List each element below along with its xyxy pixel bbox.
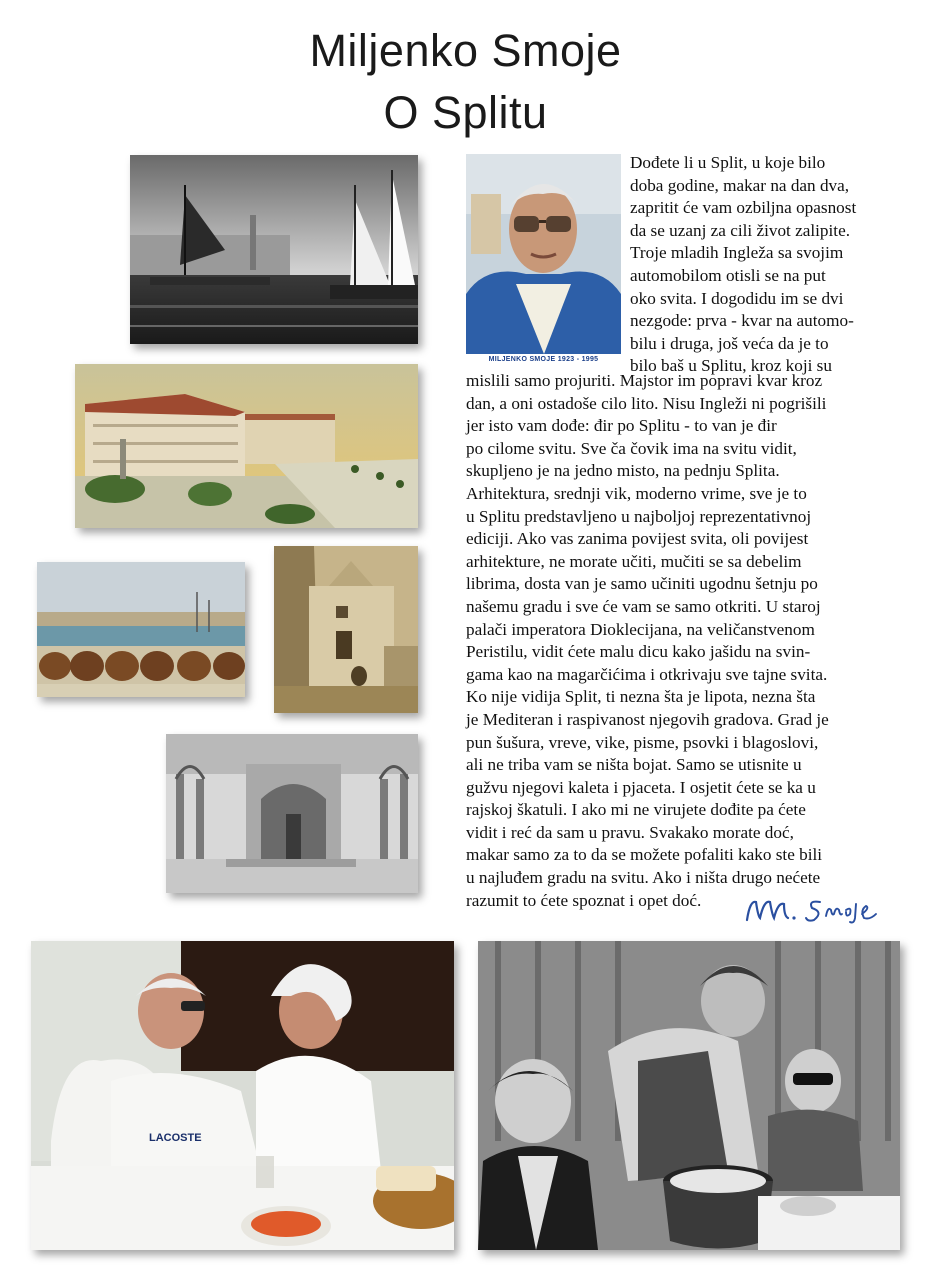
article-line: dan, a oni ostadoše cilo lito. Nisu Ingleži ni pogrišili <box>466 393 827 413</box>
article-line: bilu i druga, još veća da je to <box>630 333 829 353</box>
portrait-caption: MILJENKO SMOJE 1923 - 1995 <box>488 356 599 363</box>
article-line: vidit i reć da sam u pravu. Svakako morate doć, <box>466 822 794 842</box>
article-line: librima, dosta van je samo učiniti ugodnu šetnju po <box>466 574 818 594</box>
article-line: ali ne triba vam se ništa bojat. Samo se utisnite u <box>466 755 802 775</box>
article-line: da se uzanj za cili život zalipite. <box>630 220 850 240</box>
article-line: Dođete li u Split, u koje bilo <box>630 153 826 172</box>
article-line: Arhitektura, srednji vik, moderno vrime, sve je to <box>466 483 807 503</box>
photo-barrels-quay <box>37 562 245 697</box>
article-text-top <box>630 152 910 378</box>
portrait-smoje <box>466 154 621 365</box>
article-text-bottom <box>466 370 906 912</box>
article-line: ediciji. Ako vas zanima povijest svita, oli povijest <box>466 529 809 549</box>
article-line: nezgode: prva - kvar na automo- <box>630 311 854 331</box>
article-line: oko svita. I dogodidu im se dvi <box>630 288 844 308</box>
shirt-lacoste-label: LACOSTE <box>149 1132 202 1144</box>
article-line: arhitekture, ne morate učiti, mučiti se sa debelim <box>466 551 802 571</box>
page-subtitle: O Splitu <box>383 87 548 138</box>
article-line: Peristilu, vidit ćete malu dicu kako jašidu na svin- <box>466 642 811 662</box>
article-line: u Splitu predstavljeno u najboljoj reprezentativnoj <box>466 506 812 526</box>
photo-peristyle <box>166 734 418 893</box>
article-line: u najluđem gradu na svitu. Ako i ništa drugo nećete <box>466 868 821 888</box>
article-line: Troje mladih Ingleža sa svojim <box>630 243 844 263</box>
article-line: skupljeno je na jedno misto, na pednju Splita. <box>466 461 780 481</box>
article-line: zapritit će vam ozbiljna opasnost <box>630 198 857 218</box>
article-line: gužvu njegovi kaleta i pjaceta. I osjetit ćete se ka u <box>466 777 816 797</box>
photo-couple-at-table <box>31 941 454 1250</box>
article-line: jer isto vam dođe: đir po Splitu - to van je đir <box>466 416 777 436</box>
article-line: makar samo za to da se možete pofaliti kako ste bili <box>466 845 823 865</box>
photo-harbor-sailboats <box>130 155 418 344</box>
article-line: gama kao na magarčićima i otkrivaju sve tajne svita. <box>466 664 828 684</box>
article-line: palači imperatora Dioklecijana, na veličanstvenom <box>466 619 815 639</box>
photo-old-chapel <box>274 546 418 713</box>
photo-cooking-pot <box>478 941 900 1250</box>
article-line: bilo baš u Splitu, kroz koji su <box>630 356 832 376</box>
article-line: doba godine, makar na dan dva, <box>630 175 850 195</box>
article-line: rajskoj škatuli. I ako mi ne virujete dođite pa ćete <box>466 800 806 820</box>
portrait-photo <box>466 154 621 354</box>
photo-riva-postcard <box>75 364 418 528</box>
article-line: našemu gradu i sve će vam se samo otkriti. U staroj <box>466 596 821 616</box>
article-line: razumit to ćete spoznat i opet doć. <box>466 890 702 910</box>
signature <box>742 888 882 928</box>
article-line: automobilom otisli se na put <box>630 265 826 285</box>
article-line: pun šušura, vreve, vike, pisme, psovki i blagoslovi, <box>466 732 819 752</box>
article-line: je Mediteran i raspivanost njegovih gradova. Grad je <box>466 709 829 729</box>
page-title: Miljenko Smoje <box>309 25 622 76</box>
article-line: mislili samo projuriti. Majstor im popravi kvar kroz <box>466 371 823 390</box>
article-line: po cilome svitu. Sve ča čovik ima na svitu vidit, <box>466 438 797 458</box>
article-line: Ko nije vidija Split, ti nezna šta je lipota, nezna šta <box>466 687 816 707</box>
